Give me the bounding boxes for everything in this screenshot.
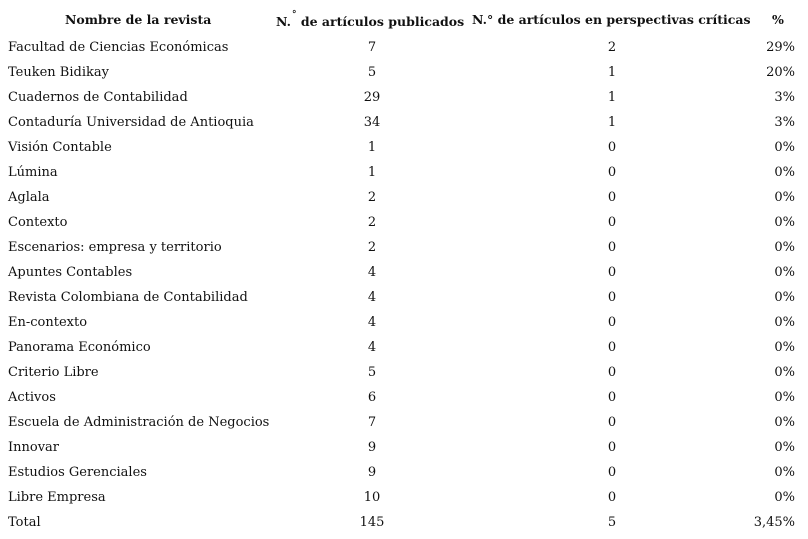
table-row xyxy=(0,135,808,160)
cell-critical-count: 0 xyxy=(607,415,617,430)
cell-percent: 0% xyxy=(774,240,795,255)
cell-published-count: 9 xyxy=(367,440,377,455)
cell-percent: 0% xyxy=(774,315,795,330)
cell-published-count: 2 xyxy=(367,215,377,230)
header-published-degree: ° xyxy=(291,10,297,20)
table-row xyxy=(0,285,808,310)
cell-published-count: 9 xyxy=(367,465,377,480)
table-row xyxy=(0,310,808,335)
table-row xyxy=(0,210,808,235)
header-published-prefix: N. xyxy=(276,14,291,29)
cell-published-count: 2 xyxy=(367,190,377,205)
table-row xyxy=(0,335,808,360)
cell-critical-count: 0 xyxy=(607,290,617,305)
header-published-suffix: de artículos publicados xyxy=(300,14,465,29)
total-row xyxy=(0,510,808,535)
cell-journal-name: Cuadernos de Contabilidad xyxy=(8,90,188,105)
cell-journal-name: Facultad de Ciencias Económicas xyxy=(8,40,229,55)
cell-journal-name: Escenarios: empresa y territorio xyxy=(8,240,222,255)
cell-critical-count: 0 xyxy=(607,190,617,205)
cell-percent: 29% xyxy=(766,40,795,55)
cell-percent: 3% xyxy=(774,90,795,105)
cell-percent: 0% xyxy=(774,365,795,380)
cell-published-count: 7 xyxy=(367,40,377,55)
cell-critical-count: 0 xyxy=(607,215,617,230)
cell-journal-name: Total xyxy=(8,515,41,530)
cell-published-count: 29 xyxy=(363,90,381,105)
cell-journal-name: Contaduría Universidad de Antioquia xyxy=(8,115,254,130)
cell-percent: 20% xyxy=(766,65,795,80)
cell-critical-count: 5 xyxy=(607,515,617,530)
cell-percent: 3% xyxy=(774,115,795,130)
cell-published-count: 10 xyxy=(363,490,381,505)
cell-published-count: 5 xyxy=(367,65,377,80)
cell-critical-count: 0 xyxy=(607,365,617,380)
cell-published-count: 2 xyxy=(367,240,377,255)
table-row xyxy=(0,60,808,85)
cell-journal-name: Aglala xyxy=(8,190,50,205)
table-row xyxy=(0,410,808,435)
cell-journal-name: Teuken Bidikay xyxy=(8,65,109,80)
cell-journal-name: Activos xyxy=(8,390,56,405)
cell-published-count: 4 xyxy=(367,265,377,280)
cell-published-count: 145 xyxy=(359,515,385,530)
header-critical-count: N.° de artículos en perspectivas críticas xyxy=(472,12,751,27)
cell-journal-name: Apuntes Contables xyxy=(8,265,133,280)
cell-critical-count: 0 xyxy=(607,240,617,255)
cell-journal-name: Revista Colombiana de Contabilidad xyxy=(8,290,248,305)
cell-journal-name: Lúmina xyxy=(8,165,58,180)
cell-percent: 3,45% xyxy=(753,515,795,530)
cell-critical-count: 0 xyxy=(607,465,617,480)
cell-published-count: 1 xyxy=(367,165,377,180)
header-journal-name: Nombre de la revista xyxy=(65,12,212,27)
cell-percent: 0% xyxy=(774,190,795,205)
cell-published-count: 34 xyxy=(363,115,381,130)
table-row xyxy=(0,160,808,185)
cell-critical-count: 0 xyxy=(607,165,617,180)
cell-journal-name: Escuela de Administración de Negocios xyxy=(8,415,270,430)
cell-percent: 0% xyxy=(774,390,795,405)
cell-critical-count: 1 xyxy=(607,90,617,105)
table-row xyxy=(0,35,808,60)
cell-critical-count: 1 xyxy=(607,115,617,130)
table-row xyxy=(0,85,808,110)
cell-published-count: 4 xyxy=(367,340,377,355)
table-row xyxy=(0,360,808,385)
cell-published-count: 7 xyxy=(367,415,377,430)
cell-critical-count: 0 xyxy=(607,440,617,455)
cell-percent: 0% xyxy=(774,340,795,355)
cell-critical-count: 2 xyxy=(607,40,617,55)
cell-journal-name: Innovar xyxy=(8,440,60,455)
cell-percent: 0% xyxy=(774,215,795,230)
cell-percent: 0% xyxy=(774,140,795,155)
cell-journal-name: Estudios Gerenciales xyxy=(8,465,147,480)
cell-journal-name: En-contexto xyxy=(8,315,88,330)
cell-percent: 0% xyxy=(774,465,795,480)
header-percent: % xyxy=(772,12,784,27)
table-row xyxy=(0,260,808,285)
cell-critical-count: 0 xyxy=(607,340,617,355)
cell-critical-count: 0 xyxy=(607,265,617,280)
cell-published-count: 4 xyxy=(367,290,377,305)
table-row xyxy=(0,460,808,485)
cell-journal-name: Visión Contable xyxy=(8,140,112,155)
cell-critical-count: 0 xyxy=(607,315,617,330)
cell-journal-name: Criterio Libre xyxy=(8,365,99,380)
table-row xyxy=(0,235,808,260)
cell-percent: 0% xyxy=(774,165,795,180)
cell-published-count: 4 xyxy=(367,315,377,330)
table-row xyxy=(0,435,808,460)
cell-percent: 0% xyxy=(774,440,795,455)
cell-critical-count: 0 xyxy=(607,490,617,505)
cell-critical-count: 1 xyxy=(607,65,617,80)
table-body xyxy=(0,35,808,535)
cell-published-count: 6 xyxy=(367,390,377,405)
cell-percent: 0% xyxy=(774,490,795,505)
table-row xyxy=(0,185,808,210)
table-row xyxy=(0,110,808,135)
header-published-count xyxy=(276,12,464,36)
cell-critical-count: 0 xyxy=(607,140,617,155)
cell-percent: 0% xyxy=(774,265,795,280)
cell-critical-count: 0 xyxy=(607,390,617,405)
table-row xyxy=(0,485,808,510)
cell-published-count: 1 xyxy=(367,140,377,155)
cell-percent: 0% xyxy=(774,415,795,430)
cell-journal-name: Contexto xyxy=(8,215,68,230)
cell-journal-name: Panorama Económico xyxy=(8,340,151,355)
cell-journal-name: Libre Empresa xyxy=(8,490,106,505)
table-row xyxy=(0,385,808,410)
cell-percent: 0% xyxy=(774,290,795,305)
cell-published-count: 5 xyxy=(367,365,377,380)
